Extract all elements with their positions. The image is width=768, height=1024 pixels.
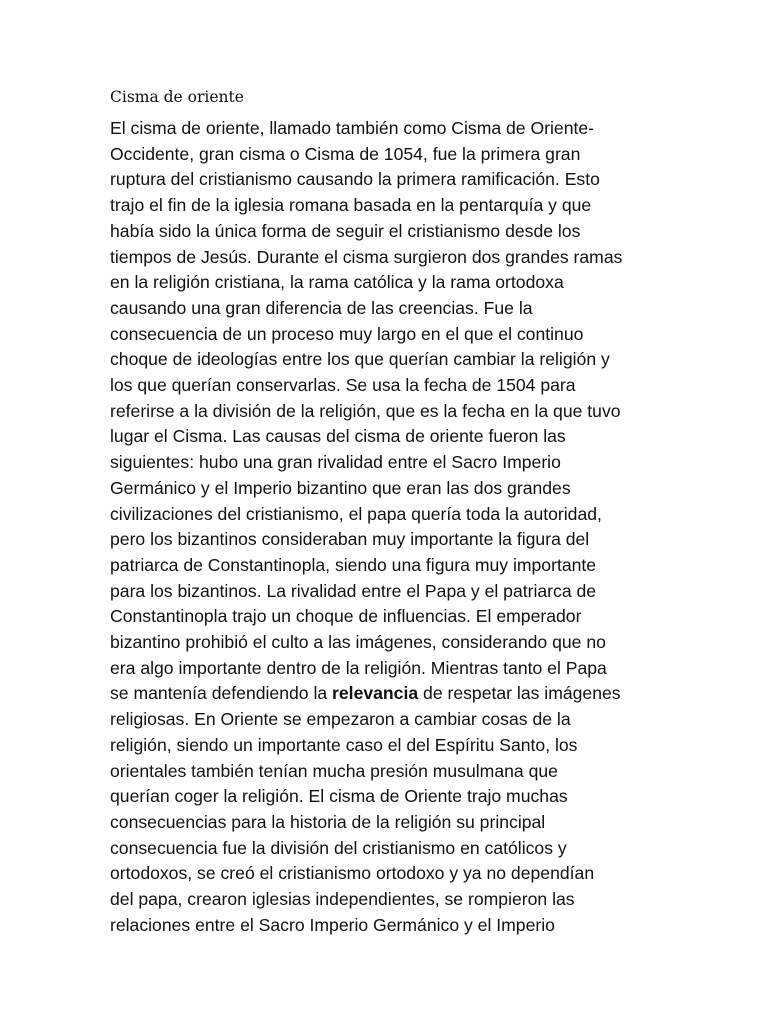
body-line: consecuencias para la historia de la religión su principal	[110, 811, 546, 832]
body-line: referirse a la división de la religión, que es la fecha en la que tuvo	[110, 400, 621, 421]
document-body	[110, 116, 670, 939]
body-line: religión, siendo un importante caso el del Espíritu Santo, los	[110, 734, 578, 755]
body-line: ortodoxos, se creó el cristianismo ortodoxo y ya no dependían	[110, 863, 595, 884]
body-line: consecuencia fue la división del cristianismo en católicos y	[110, 837, 567, 858]
body-line: ruptura del cristianismo causando la primera ramificación. Esto	[110, 169, 600, 190]
body-line: religiosas. En Oriente se empezaron a cambiar cosas de la	[110, 709, 571, 730]
body-line: tiempos de Jesús. Durante el cisma surgieron dos grandes ramas	[110, 246, 623, 267]
body-line: querían coger la religión. El cisma de Oriente trajo muchas	[110, 786, 568, 807]
body-line: en la religión cristiana, la rama católica y la rama ortodoxa	[110, 272, 564, 293]
body-line: los que querían conservarlas. Se usa la fecha de 1504 para	[110, 375, 576, 396]
body-line: El cisma de oriente, llamado también como Cisma de Oriente-	[110, 118, 595, 138]
body-line: bizantino prohibió el culto a las imágenes, considerando que no	[110, 632, 606, 653]
body-line-with-bold	[110, 681, 670, 707]
body-line: Occidente, gran cisma o Cisma de 1054, fue la primera gran	[110, 143, 581, 164]
body-line: relaciones entre el Sacro Imperio Germánico y el Imperio	[110, 914, 555, 935]
body-line: consecuencia de un proceso muy largo en el que el continuo	[110, 323, 584, 344]
body-text-segment: de respetar las imágenes	[418, 683, 621, 704]
bold-term: relevancia	[332, 683, 419, 704]
body-line: choque de ideologías entre los que querían cambiar la religión y	[110, 349, 610, 370]
body-line: había sido la única forma de seguir el cristianismo desde los	[110, 220, 581, 241]
body-line: causando una gran diferencia de las creencias. Fue la	[110, 297, 533, 318]
body-line: Constantinopla trajo un choque de influencias. El emperador	[110, 606, 582, 627]
body-line: del papa, crearon iglesias independientes, se rompieron las	[110, 889, 575, 910]
body-line: siguientes: hubo una gran rivalidad entre el Sacro Imperio	[110, 452, 561, 473]
document-heading: Cisma de oriente	[110, 88, 244, 106]
body-line: patriarca de Constantinopla, siendo una figura muy importante	[110, 554, 597, 575]
body-text-segment: se mantenía defendiendo la	[110, 683, 333, 704]
body-line: para los bizantinos. La rivalidad entre el Papa y el patriarca de	[110, 580, 597, 601]
body-line: trajo el fin de la iglesia romana basada en la pentarquía y que	[110, 195, 592, 216]
body-line: era algo importante dentro de la religión. Mientras tanto el Papa	[110, 657, 607, 678]
body-line: orientales también tenían mucha presión musulmana que	[110, 760, 558, 781]
body-line: lugar el Cisma. Las causas del cisma de oriente fueron las	[110, 426, 566, 447]
body-line: Germánico y el Imperio bizantino que eran las dos grandes	[110, 477, 571, 498]
body-line: civilizaciones del cristianismo, el papa quería toda la autoridad,	[110, 503, 602, 524]
body-line: pero los bizantinos consideraban muy importante la figura del	[110, 529, 590, 550]
